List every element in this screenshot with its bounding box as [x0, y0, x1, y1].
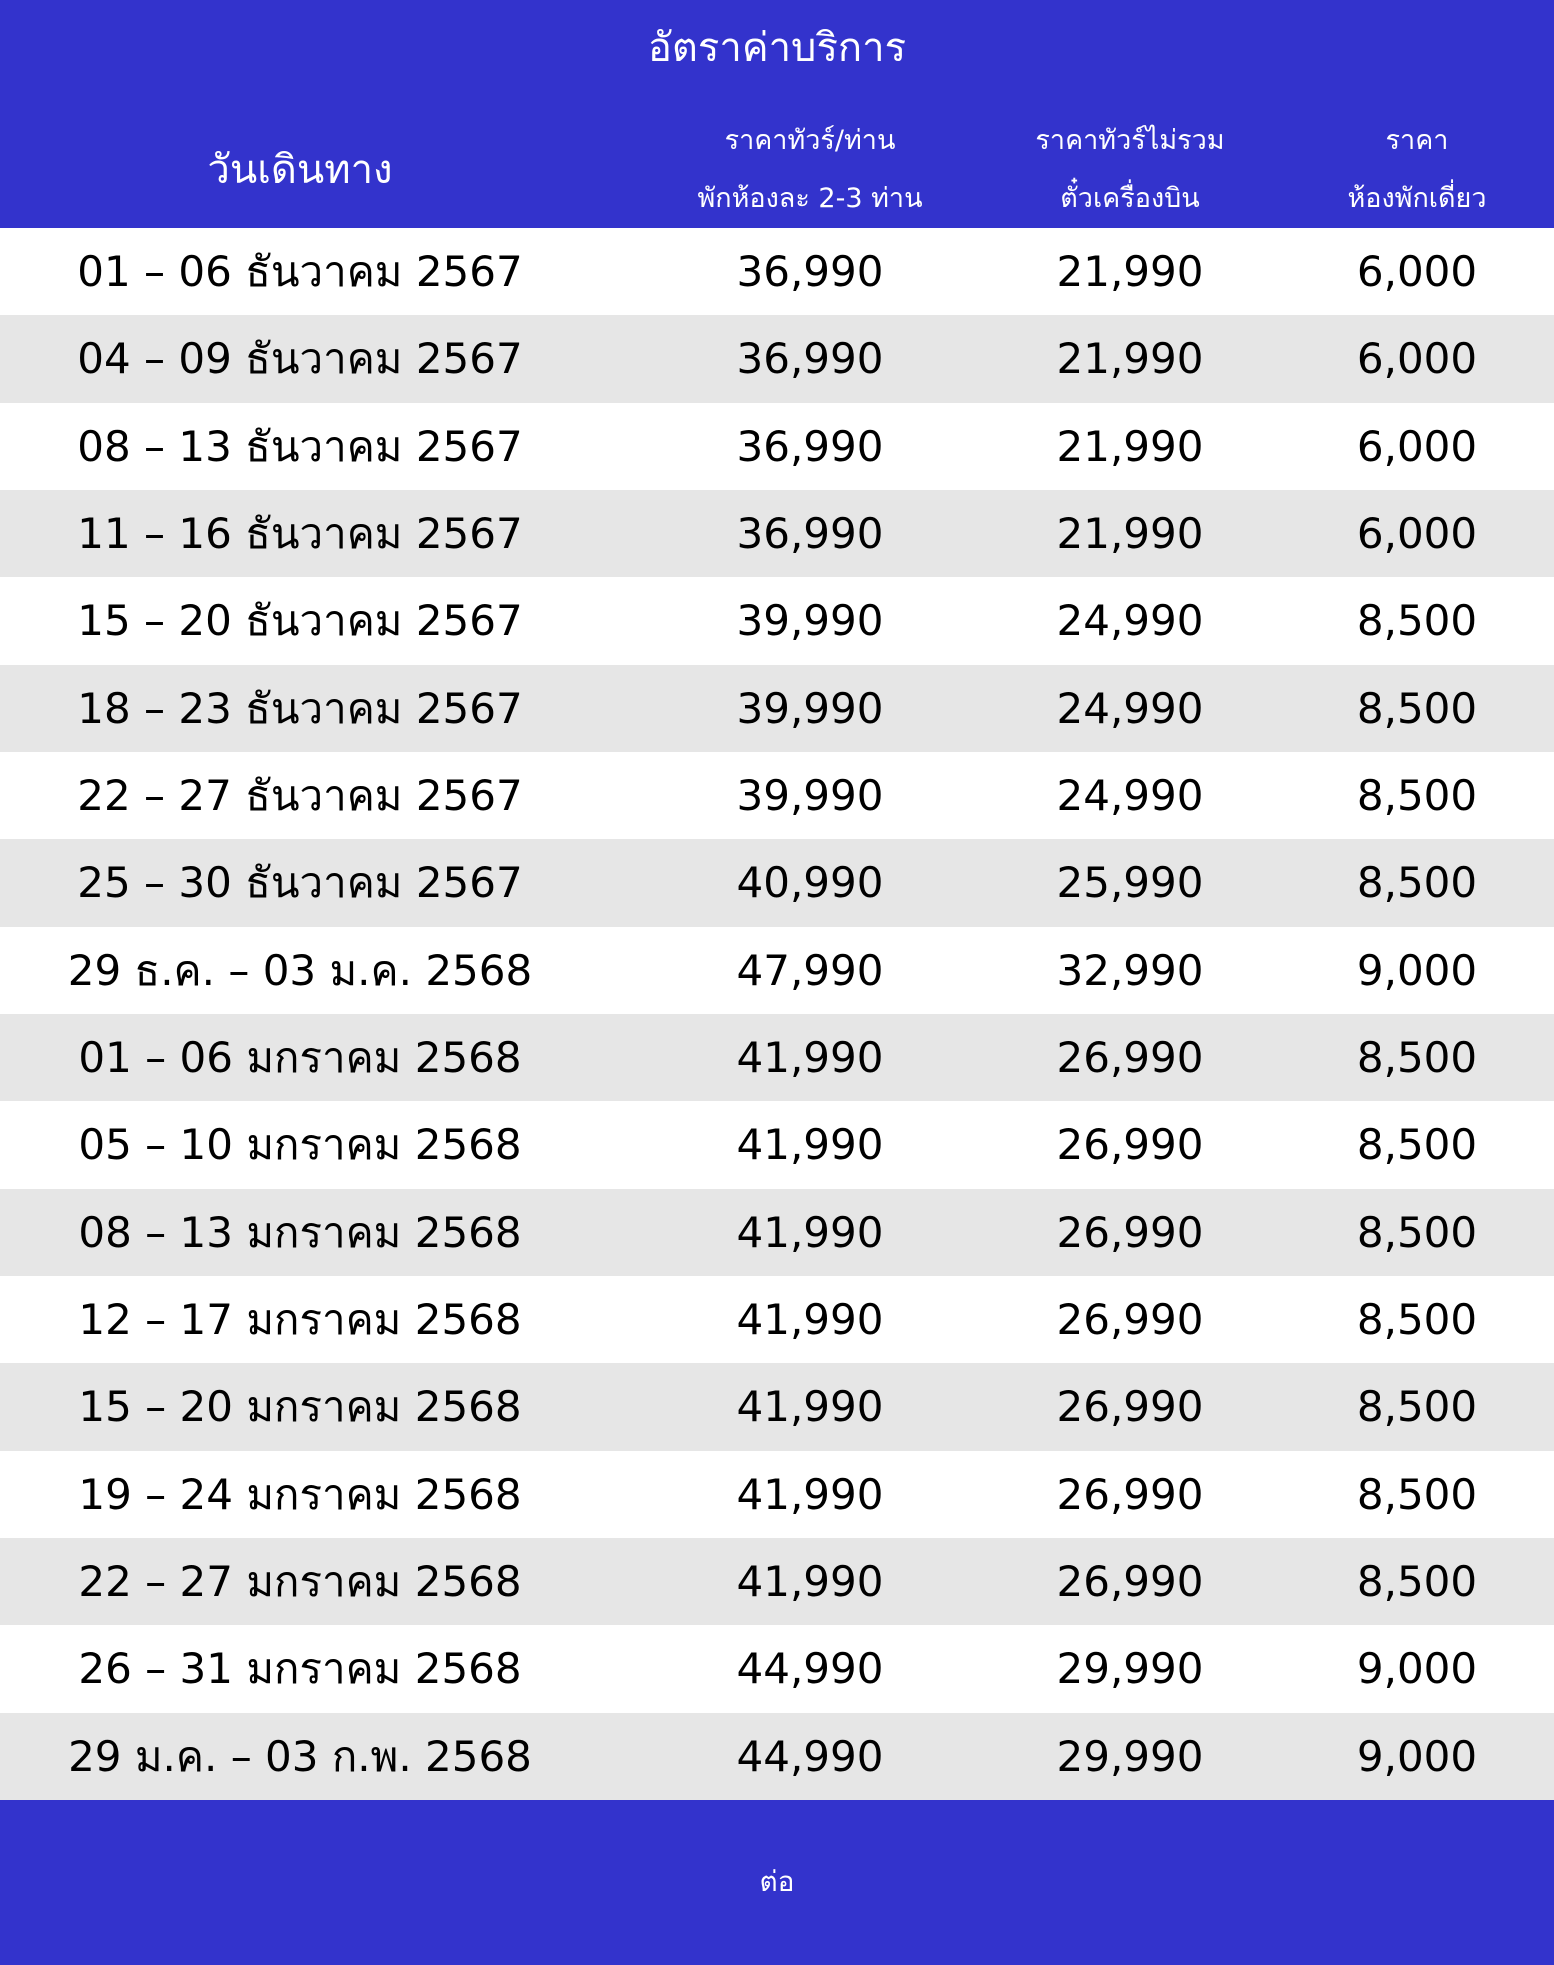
date-cell: 26 – 31 มกราคม 2568: [78, 1644, 522, 1694]
date-cell: 01 – 06 มกราคม 2568: [78, 1032, 522, 1082]
no-flight-price-cell: 29,990: [1056, 1731, 1204, 1781]
no-flight-price-cell: 25,990: [1056, 858, 1204, 908]
table-row: [0, 1363, 1554, 1450]
no-flight-price-cell: 32,990: [1056, 945, 1204, 995]
single-room-price-cell: 6,000: [1356, 508, 1478, 558]
column-header-date: [0, 112, 600, 228]
single-room-price-cell: 8,500: [1356, 1382, 1478, 1432]
no-flight-price-cell: 21,990: [1056, 247, 1204, 296]
no-flight-price-cell: 29,990: [1056, 1644, 1204, 1694]
table-row: [0, 228, 1554, 315]
date-cell: 01 – 06 ธันวาคม 2567: [77, 247, 523, 296]
page-title: อัตราค่าบริการ: [647, 25, 907, 71]
single-room-price-cell: 8,500: [1356, 1207, 1478, 1257]
single-room-price-cell: 8,500: [1356, 1556, 1478, 1606]
tour-price-cell: 41,990: [736, 1382, 884, 1432]
tour-price-cell: 39,990: [736, 770, 884, 820]
column-header-date-label: วันเดินทาง: [207, 147, 393, 193]
date-cell: 12 – 17 มกราคม 2568: [78, 1294, 522, 1344]
table-row: [0, 1625, 1554, 1712]
table-row: [0, 1538, 1554, 1625]
tour-price-cell: 41,990: [736, 1032, 884, 1082]
table-row: [0, 1276, 1554, 1363]
tour-price-cell: 36,990: [736, 334, 884, 384]
tour-price-cell: 41,990: [736, 1120, 884, 1170]
table-row: [0, 1014, 1554, 1101]
single-room-price-cell: 8,500: [1356, 1469, 1478, 1519]
no-flight-price-cell: 26,990: [1056, 1120, 1204, 1170]
column-header-no-flight: [990, 112, 1270, 228]
no-flight-price-cell: 24,990: [1056, 596, 1204, 646]
single-room-price-cell: 9,000: [1356, 1644, 1478, 1694]
column-header-single-room: [1280, 112, 1554, 228]
no-flight-price-cell: 26,990: [1056, 1382, 1204, 1432]
tour-price-cell: 41,990: [736, 1294, 884, 1344]
column-header-no-flight-line1: ราคาทัวร์ไม่รวม: [1035, 125, 1225, 156]
date-cell: 08 – 13 ธันวาคม 2567: [77, 421, 523, 471]
no-flight-price-cell: 26,990: [1056, 1207, 1204, 1257]
table-row: [0, 315, 1554, 402]
date-cell: 22 – 27 มกราคม 2568: [78, 1556, 522, 1606]
column-header-single-room-line2: ห้องพักเดี่ยว: [1347, 183, 1487, 214]
no-flight-price-cell: 24,990: [1056, 770, 1204, 820]
tour-price-cell: 41,990: [736, 1469, 884, 1519]
no-flight-price-cell: 21,990: [1056, 508, 1204, 558]
single-room-price-cell: 8,500: [1356, 1120, 1478, 1170]
date-cell: 08 – 13 มกราคม 2568: [78, 1207, 522, 1257]
column-header-tour-price-line2: พักห้องละ 2-3 ท่าน: [697, 183, 923, 214]
single-room-price-cell: 9,000: [1356, 1731, 1478, 1781]
column-header-single-room-line1: ราคา: [1385, 125, 1449, 156]
table-header: [0, 0, 1554, 228]
table-row: [0, 665, 1554, 752]
table-row: [0, 1451, 1554, 1538]
tour-price-cell: 47,990: [736, 945, 884, 995]
single-room-price-cell: 6,000: [1356, 334, 1478, 384]
table-row: [0, 1713, 1554, 1800]
table-row: [0, 1101, 1554, 1188]
no-flight-price-cell: 21,990: [1056, 334, 1204, 384]
no-flight-price-cell: 26,990: [1056, 1032, 1204, 1082]
next-link[interactable]: ต่อ: [759, 1865, 795, 1898]
table-row: [0, 752, 1554, 839]
column-header-tour-price: [620, 112, 1000, 228]
no-flight-price-cell: 21,990: [1056, 421, 1204, 471]
column-header-no-flight-line2: ตั๋วเครื่องบิน: [1060, 183, 1200, 214]
tour-price-cell: 36,990: [736, 421, 884, 471]
single-room-price-cell: 8,500: [1356, 858, 1478, 908]
date-cell: 18 – 23 ธันวาคม 2567: [77, 683, 523, 733]
date-cell: 22 – 27 ธันวาคม 2567: [77, 770, 523, 820]
no-flight-price-cell: 26,990: [1056, 1556, 1204, 1606]
date-cell: 19 – 24 มกราคม 2568: [78, 1469, 522, 1519]
table-row: [0, 490, 1554, 577]
date-cell: 15 – 20 มกราคม 2568: [78, 1382, 522, 1432]
date-cell: 29 ธ.ค. – 03 ม.ค. 2568: [67, 945, 533, 995]
table-row: [0, 1189, 1554, 1276]
tour-price-cell: 36,990: [736, 247, 884, 296]
date-cell: 11 – 16 ธันวาคม 2567: [77, 508, 523, 558]
tour-price-cell: 36,990: [736, 508, 884, 558]
single-room-price-cell: 6,000: [1356, 247, 1478, 296]
single-room-price-cell: 8,500: [1356, 683, 1478, 733]
no-flight-price-cell: 26,990: [1056, 1469, 1204, 1519]
table-row: [0, 403, 1554, 490]
date-cell: 25 – 30 ธันวาคม 2567: [77, 858, 523, 908]
date-cell: 05 – 10 มกราคม 2568: [78, 1120, 522, 1170]
table-row: [0, 577, 1554, 664]
table-row: [0, 927, 1554, 1014]
no-flight-price-cell: 24,990: [1056, 683, 1204, 733]
date-cell: 04 – 09 ธันวาคม 2567: [77, 334, 523, 384]
tour-price-cell: 40,990: [736, 858, 884, 908]
tour-price-cell: 41,990: [736, 1207, 884, 1257]
single-room-price-cell: 8,500: [1356, 1032, 1478, 1082]
single-room-price-cell: 8,500: [1356, 770, 1478, 820]
column-header-tour-price-line1: ราคาทัวร์/ท่าน: [724, 125, 896, 156]
tour-price-cell: 41,990: [736, 1556, 884, 1606]
tour-price-cell: 39,990: [736, 683, 884, 733]
tour-price-cell: 44,990: [736, 1731, 884, 1781]
tour-price-cell: 39,990: [736, 596, 884, 646]
table-row: [0, 839, 1554, 926]
single-room-price-cell: 6,000: [1356, 421, 1478, 471]
date-cell: 15 – 20 ธันวาคม 2567: [77, 596, 523, 646]
date-cell: 29 ม.ค. – 03 ก.พ. 2568: [68, 1731, 532, 1781]
no-flight-price-cell: 26,990: [1056, 1294, 1204, 1344]
tour-price-cell: 44,990: [736, 1644, 884, 1694]
footer-bar: [0, 1800, 1554, 1965]
price-table: [0, 228, 1554, 1800]
single-room-price-cell: 8,500: [1356, 1294, 1478, 1344]
single-room-price-cell: 9,000: [1356, 945, 1478, 995]
single-room-price-cell: 8,500: [1356, 596, 1478, 646]
